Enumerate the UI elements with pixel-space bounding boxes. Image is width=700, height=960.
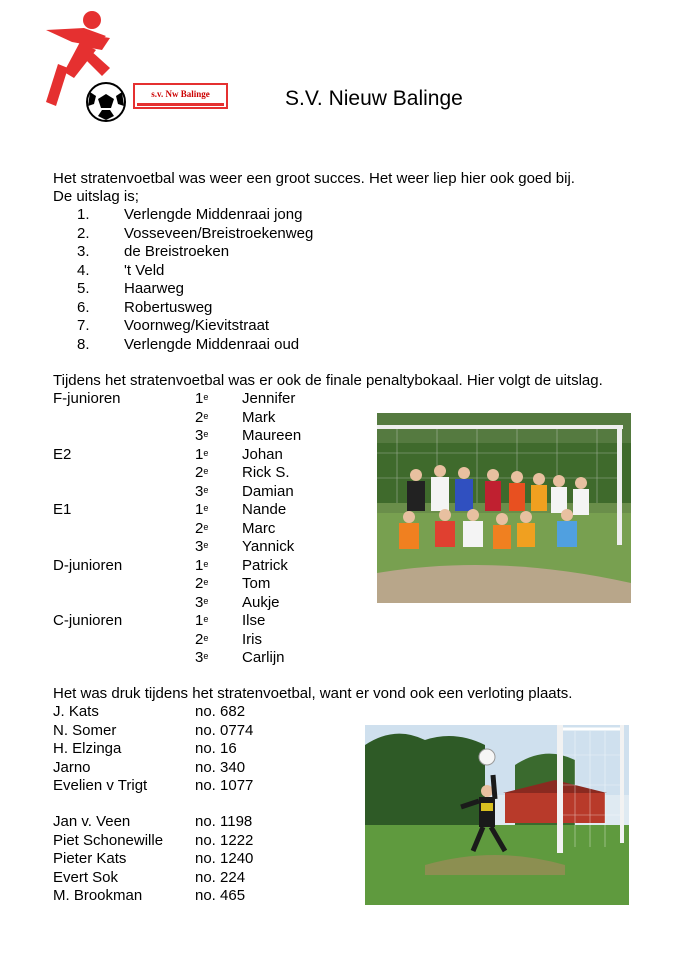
place-number: 2 xyxy=(195,630,204,648)
result-number: 2. xyxy=(77,224,90,242)
lottery-ticket-number: no. 0774 xyxy=(195,721,254,739)
penalty-place xyxy=(195,575,208,593)
place-suffix: e xyxy=(203,595,209,606)
goalkeeper-photo xyxy=(365,725,629,905)
lottery-winner-name: H. Elzinga xyxy=(53,740,122,757)
result-number: 7. xyxy=(77,317,90,334)
place-suffix: e xyxy=(203,614,209,624)
place-number: 2 xyxy=(195,464,204,481)
place-number: 1 xyxy=(195,612,204,629)
result-number: 1. xyxy=(77,206,90,223)
penalty-player: Ilse xyxy=(242,612,266,629)
penalty-place xyxy=(195,409,208,427)
place-suffix: e xyxy=(203,521,209,532)
penalty-place xyxy=(195,649,208,667)
penalty-player: Iris xyxy=(242,630,262,648)
penalty-player: Patrick xyxy=(242,556,288,574)
lottery-ticket-number: no. 1077 xyxy=(195,777,254,794)
lottery-winner-name: J. Kats xyxy=(53,703,99,720)
place-number: 1 xyxy=(195,445,204,463)
penalty-group-name: D-junioren xyxy=(53,556,123,574)
result-number: 3. xyxy=(77,243,90,260)
lottery-ticket-number: no. 1198 xyxy=(195,813,253,830)
page-title: S.V. Nieuw Balinge xyxy=(285,87,463,110)
penalty-place xyxy=(195,557,208,575)
place-number: 3 xyxy=(195,649,204,666)
intro-line-2: De uitslag is; xyxy=(53,188,139,205)
penalty-group-name: F-junioren xyxy=(53,390,121,407)
place-suffix: e xyxy=(203,651,209,661)
penalty-player: Johan xyxy=(242,445,283,463)
penalty-player: Mark xyxy=(242,408,276,426)
penalty-player: Jennifer xyxy=(242,390,296,407)
result-street: Haarweg xyxy=(124,280,185,297)
result-street: Vosseveen/Breistroekenweg xyxy=(124,224,314,242)
place-number: 3 xyxy=(195,482,204,500)
lottery-winner-name: M. Brookman xyxy=(53,887,143,904)
place-number: 3 xyxy=(195,538,204,555)
place-suffix: e xyxy=(203,466,209,476)
lottery-ticket-number: no. 224 xyxy=(195,868,246,886)
place-suffix: e xyxy=(203,503,209,513)
penalty-player: Yannick xyxy=(242,538,295,555)
penalty-group-name: C-junioren xyxy=(53,612,123,629)
result-street: Verlengde Middenraai oud xyxy=(124,335,300,353)
lottery-winner-name: Jan v. Veen xyxy=(53,813,131,830)
place-number: 1 xyxy=(195,390,204,407)
place-number: 1 xyxy=(195,556,204,574)
lottery-ticket-number: no. 682 xyxy=(195,703,246,720)
result-number: 8. xyxy=(77,335,90,353)
lottery-winner-name: Piet Schonewille xyxy=(53,831,164,849)
lottery-ticket-number: no. 1240 xyxy=(195,850,254,867)
result-number: 5. xyxy=(77,280,90,297)
result-street: Voornweg/Kievitstraat xyxy=(124,317,270,334)
intro-line-1: Het stratenvoetbal was weer een groot succes. Het weer liep hier ook goed bij. xyxy=(53,170,575,187)
penalty-place xyxy=(195,464,208,482)
penalty-player: Aukje xyxy=(242,593,280,611)
club-logo-icon xyxy=(44,6,132,122)
place-number: 3 xyxy=(195,427,204,444)
penalty-player: Carlijn xyxy=(242,649,285,666)
place-suffix: e xyxy=(203,410,209,421)
lottery-winner-name: Evelien v Trigt xyxy=(53,777,148,794)
lottery-winner-name: Evert Sok xyxy=(53,868,119,886)
penalty-group-name: E1 xyxy=(53,501,72,518)
place-suffix: e xyxy=(203,540,209,550)
penalty-player: Tom xyxy=(242,575,271,592)
penalty-place xyxy=(195,390,208,408)
place-suffix: e xyxy=(203,558,209,569)
result-number: 6. xyxy=(77,298,90,316)
result-street: 't Veld xyxy=(124,261,165,279)
penalty-intro: Tijdens het stratenvoetbal was er ook de finale penaltybokaal. Hier volgt de uitslag. xyxy=(53,372,603,389)
place-number: 2 xyxy=(195,575,204,592)
logo-badge-text: s.v. Nw Balinge xyxy=(137,87,224,106)
penalty-place xyxy=(195,427,208,445)
lottery-ticket-number: no. 465 xyxy=(195,887,246,904)
penalty-place xyxy=(195,520,208,538)
lottery-ticket-number: no. 340 xyxy=(195,758,246,776)
lottery-ticket-number: no. 1222 xyxy=(195,831,254,849)
place-suffix: e xyxy=(203,429,209,439)
place-suffix: e xyxy=(203,484,209,495)
place-number: 2 xyxy=(195,408,204,426)
result-street: Verlengde Middenraai jong xyxy=(124,206,303,223)
lottery-winner-name: Jarno xyxy=(53,758,91,776)
penalty-place xyxy=(195,446,208,464)
place-suffix: e xyxy=(203,632,209,643)
result-number: 4. xyxy=(77,261,90,279)
penalty-player: Marc xyxy=(242,519,276,537)
lottery-winner-name: Pieter Kats xyxy=(53,850,127,867)
penalty-place xyxy=(195,612,208,630)
penalty-player: Rick S. xyxy=(242,464,290,481)
penalty-place xyxy=(195,501,208,519)
team-photo xyxy=(377,413,631,603)
penalty-place xyxy=(195,631,208,649)
penalty-player: Damian xyxy=(242,482,294,500)
place-number: 3 xyxy=(195,593,204,611)
place-suffix: e xyxy=(203,392,209,402)
penalty-place xyxy=(195,594,208,612)
penalty-group-name: E2 xyxy=(53,445,72,463)
result-street: Robertusweg xyxy=(124,298,213,316)
penalty-player: Maureen xyxy=(242,427,302,444)
penalty-place xyxy=(195,538,208,556)
place-suffix: e xyxy=(203,447,209,458)
lottery-ticket-number: no. 16 xyxy=(195,740,237,757)
penalty-player: Nande xyxy=(242,501,287,518)
penalty-place xyxy=(195,483,208,501)
logo-badge xyxy=(133,83,228,109)
result-street: de Breistroeken xyxy=(124,243,230,260)
place-number: 2 xyxy=(195,519,204,537)
lottery-intro: Het was druk tijdens het stratenvoetbal, want er vond ook een verloting plaats. xyxy=(53,685,573,702)
lottery-winner-name: N. Somer xyxy=(53,721,117,739)
place-number: 1 xyxy=(195,501,204,518)
place-suffix: e xyxy=(203,577,209,587)
